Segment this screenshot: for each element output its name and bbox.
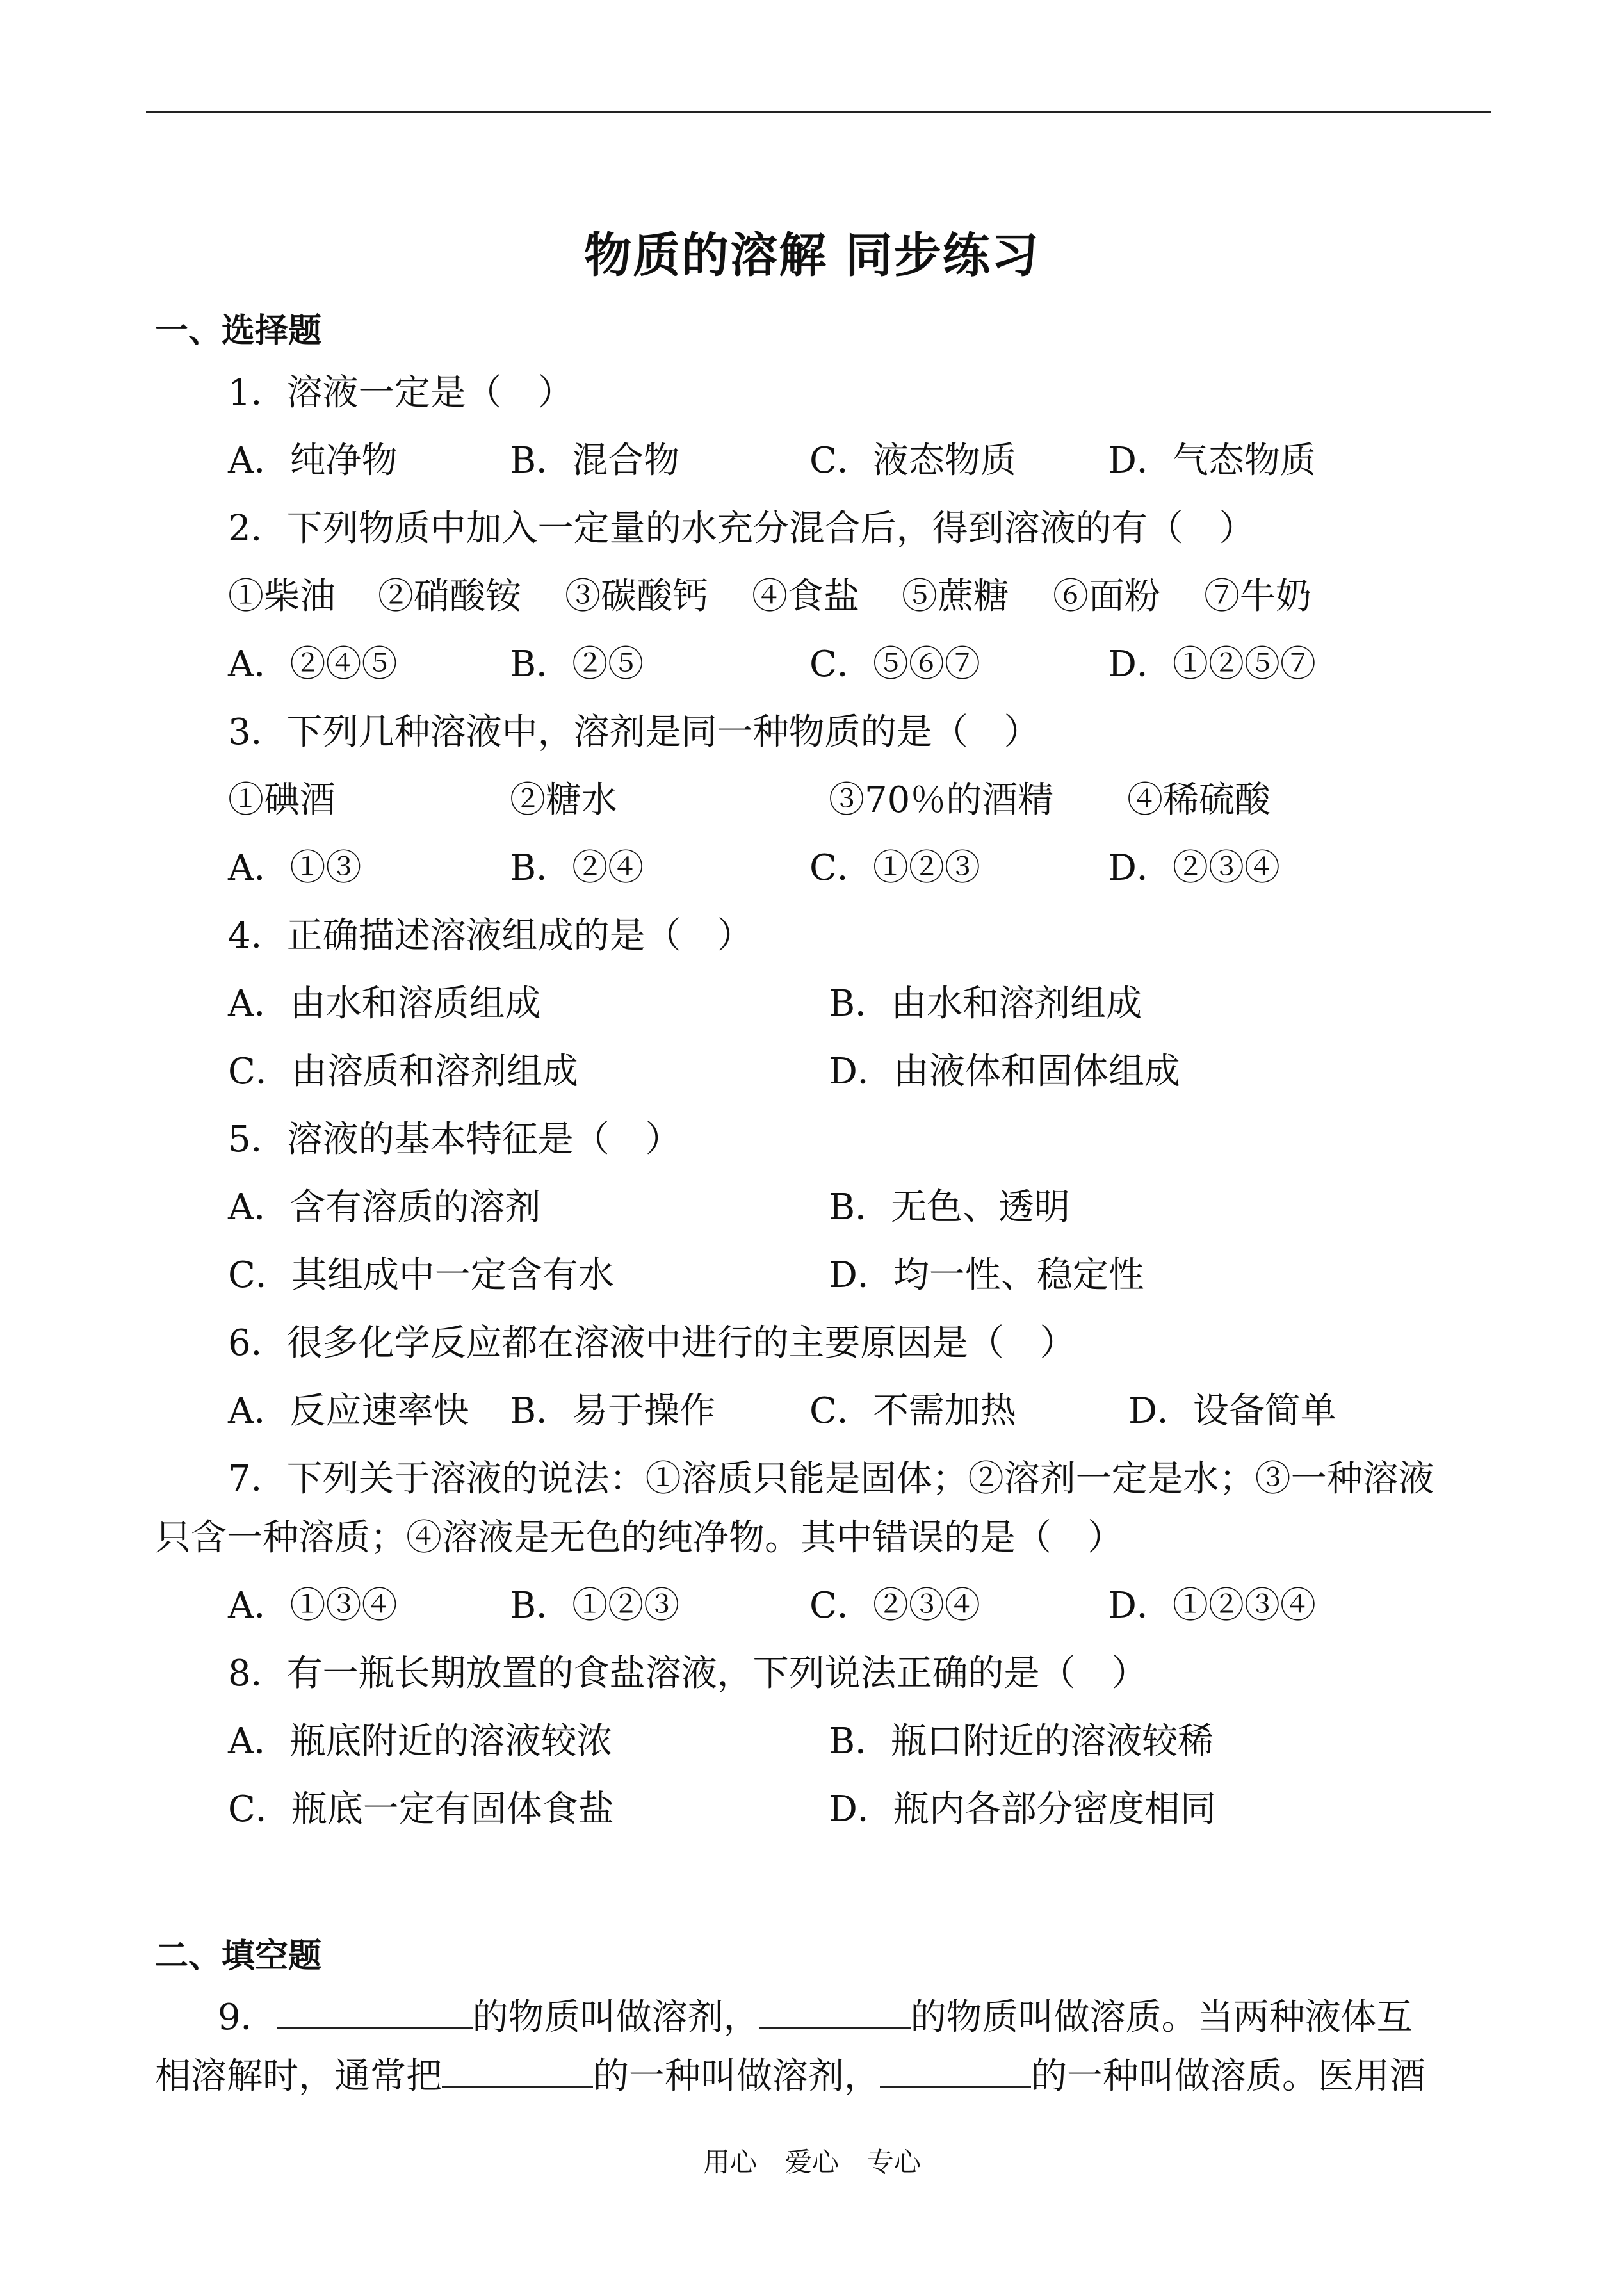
q6-stem: 6．很多化学反应都在溶液中进行的主要原因是（ ）: [228, 1322, 1076, 1364]
q5-option-c: C．其组成中一定含有水: [228, 1254, 614, 1296]
q3-item: ④稀硫酸: [1127, 779, 1271, 821]
q7-stem-line1: 7．下列关于溶液的说法：①溶质只能是固体；②溶剂一定是水；③一种溶液: [228, 1458, 1434, 1500]
q6-option-a: A．反应速率快: [228, 1390, 469, 1432]
q7-option-c: C．②③④: [809, 1585, 980, 1626]
q7-option-a: A．①③④: [228, 1585, 398, 1626]
q2-item: ⑥面粉: [1053, 576, 1160, 617]
q2-item: ①柴油: [228, 576, 336, 617]
q4-option-d: D．由液体和固体组成: [829, 1051, 1180, 1092]
q1-option-c: C．液态物质: [809, 440, 1016, 482]
q9-text: 的物质叫做溶质。当两种液体互: [910, 1997, 1413, 2038]
q8-stem: 8．有一瓶长期放置的食盐溶液，下列说法正确的是（ ）: [228, 1653, 1148, 1694]
q2-item: ④食盐: [752, 576, 859, 617]
q3-item: ①碘酒: [228, 779, 336, 821]
q8-option-b: B．瓶口附近的溶液较稀: [829, 1721, 1214, 1762]
q8-option-d: D．瓶内各部分密度相同: [829, 1788, 1216, 1830]
q2-option-d: D．①②⑤⑦: [1108, 644, 1316, 685]
footer-word: 爱心: [784, 2146, 839, 2178]
answer-blank[interactable]: [759, 1998, 911, 2029]
q8-option-a: A．瓶底附近的溶液较浓: [228, 1721, 613, 1762]
answer-blank[interactable]: [277, 1998, 473, 2029]
q6-option-b: B．易于操作: [510, 1390, 716, 1432]
answer-blank[interactable]: [442, 2057, 593, 2088]
q3-option-a: A．①③: [228, 847, 362, 889]
q3-option-c: C．①②③: [809, 847, 980, 889]
q9-text: 的物质叫做溶剂，: [472, 1997, 759, 2038]
q2-stem: 2．下列物质中加入一定量的水充分混合后，得到溶液的有（ ）: [228, 508, 1255, 549]
q3-item: ②糖水: [510, 779, 617, 821]
page-footer: [0, 2141, 1624, 2180]
q2-option-a: A．②④⑤: [228, 644, 398, 685]
answer-blank[interactable]: [880, 2057, 1031, 2088]
q9-text: 的一种叫做溶质。医用酒: [1031, 2056, 1425, 2097]
q4-option-a: A．由水和溶质组成: [228, 983, 541, 1025]
header-rule: [146, 111, 1491, 113]
q6-option-c: C．不需加热: [809, 1390, 1016, 1432]
q5-option-b: B．无色、透明: [829, 1187, 1071, 1228]
q9-line1: [218, 1998, 1413, 2036]
q3-item: ③70％的酒精: [829, 779, 1054, 821]
q3-stem: 3．下列几种溶液中，溶剂是同一种物质的是（ ）: [228, 711, 1040, 753]
q2-item: ③碳酸钙: [565, 576, 708, 617]
q2-item: ⑦牛奶: [1204, 576, 1311, 617]
q3-option-d: D．②③④: [1108, 847, 1280, 889]
q9-text: 的一种叫做溶剂，: [593, 2056, 880, 2097]
q1-stem: 1．溶液一定是（ ）: [228, 372, 574, 414]
q4-option-c: C．由溶质和溶剂组成: [228, 1051, 578, 1092]
q7-option-b: B．①②③: [510, 1585, 680, 1626]
q2-item: ②硝酸铵: [378, 576, 521, 617]
footer-word: 专心: [867, 2146, 922, 2178]
q9-number: 9．: [218, 1997, 277, 2038]
q1-option-b: B．混合物: [510, 440, 680, 482]
q2-item: ⑤蔗糖: [902, 576, 1009, 617]
q4-option-b: B．由水和溶剂组成: [829, 983, 1142, 1025]
q9-line2: [155, 2057, 1425, 2095]
footer-word: 用心: [702, 2146, 757, 2178]
q9-text: 相溶解时，通常把: [155, 2056, 442, 2097]
section-heading-fill: 二、填空题: [155, 1937, 322, 1975]
q4-stem: 4．正确描述溶液组成的是（ ）: [228, 915, 753, 957]
q1-option-d: D．气态物质: [1108, 440, 1316, 482]
q3-option-b: B．②④: [510, 847, 644, 889]
q7-stem-line2: 只含一种溶质；④溶液是无色的纯净物。其中错误的是（ ）: [155, 1517, 1123, 1559]
q5-option-d: D．均一性、稳定性: [829, 1254, 1144, 1296]
q2-option-b: B．②⑤: [510, 644, 644, 685]
section-heading-choice: 一、选择题: [155, 312, 322, 350]
q2-option-c: C．⑤⑥⑦: [809, 644, 980, 685]
q1-option-a: A．纯净物: [228, 440, 398, 482]
page-title: 物质的溶解 同步练习: [584, 228, 1040, 283]
q5-option-a: A．含有溶质的溶剂: [228, 1187, 541, 1228]
q6-option-d: D．设备简单: [1128, 1390, 1336, 1432]
q8-option-c: C．瓶底一定有固体食盐: [228, 1788, 614, 1830]
q7-option-d: D．①②③④: [1108, 1585, 1316, 1626]
q5-stem: 5．溶液的基本特征是（ ）: [228, 1119, 681, 1160]
